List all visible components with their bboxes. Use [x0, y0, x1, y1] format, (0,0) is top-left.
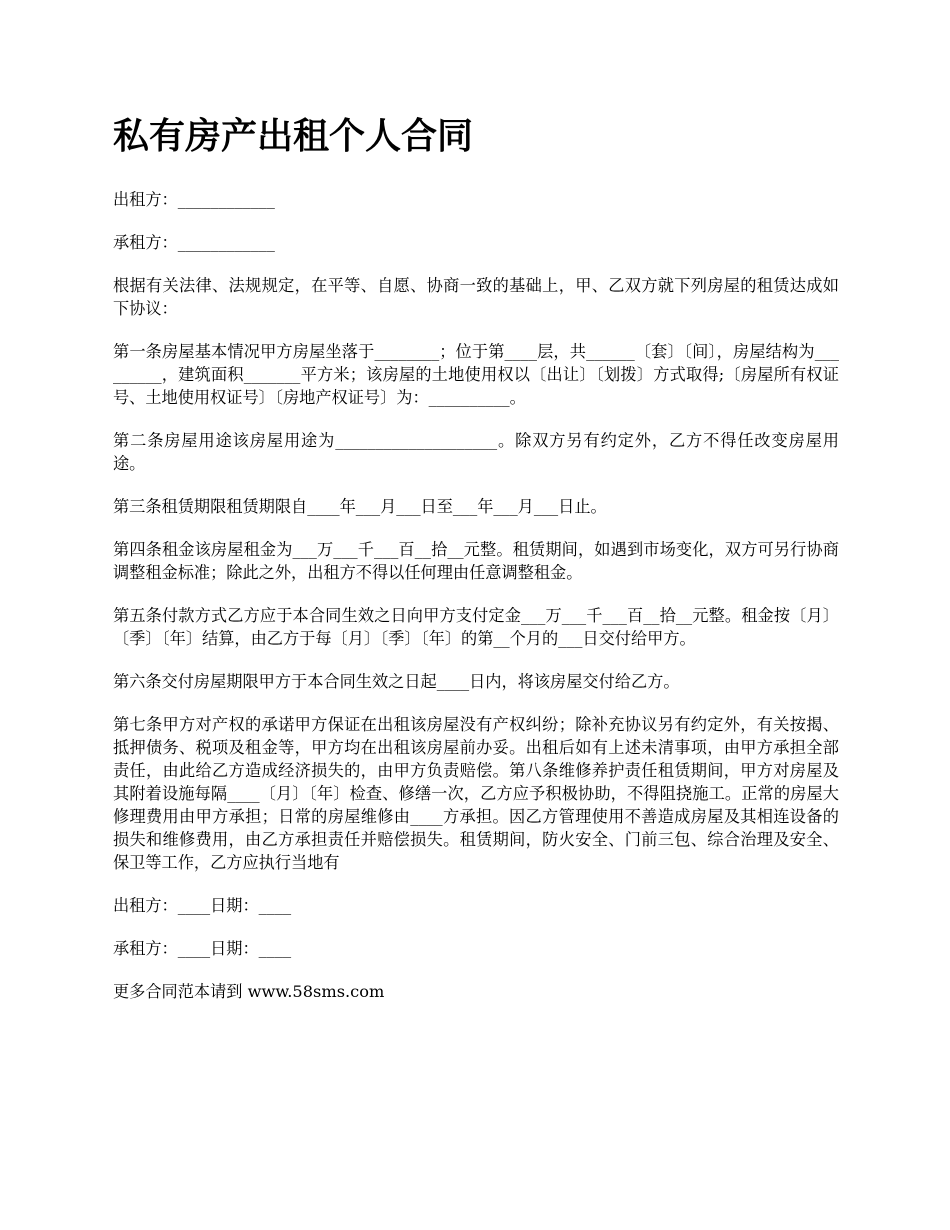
- lessor-signature-line: 出租方：____日期：____: [113, 896, 292, 915]
- footer-more-templates: 更多合同范本请到 www.58sms.com: [113, 982, 385, 1001]
- document-title: 私有房产出租个人合同: [113, 115, 474, 157]
- document-page: [113, 112, 839, 1023]
- lessee-line: 承租方：____________: [113, 233, 275, 252]
- lessor-line: 出租方：____________: [113, 190, 275, 209]
- article-1-paragraph: 第一条房屋基本情况甲方房屋坐落于________；位于第____层，共______〔套〕〔间〕，房屋结构为_________，建筑面积_______平方米；该房屋的土地使用权以〔出让〕〔划拨〕方式取得;〔房屋所有权证号、土地使用权证号〕〔房地产权证号〕为：__________。: [113, 342, 839, 407]
- lessee-signature-line: 承租方：____日期：____: [113, 939, 292, 958]
- article-5-paragraph: 第五条付款方式乙方应于本合同生效之日向甲方支付定金___万___千___百__拾__元整。租金按〔月〕〔季〕〔年〕结算，由乙方于每〔月〕〔季〕〔年〕的第__个月的___日交付给甲方。: [113, 606, 839, 648]
- article-4-paragraph: 第四条租金该房屋租金为___万___千___百__拾__元整。租赁期间，如遇到市场变化，双方可另行协商调整租金标准；除此之外，出租方不得以任何理由任意调整租金。: [113, 540, 839, 582]
- preamble-paragraph: 根据有关法律、法规规定，在平等、自愿、协商一致的基础上，甲、乙双方就下列房屋的租赁达成如下协议：: [113, 276, 839, 318]
- article-3-paragraph: 第三条租赁期限租赁期限自____年___月___日至___年___月___日止。: [113, 497, 607, 516]
- article-6-paragraph: 第六条交付房屋期限甲方于本合同生效之日起____日内，将该房屋交付给乙方。: [113, 672, 680, 691]
- article-7-8-paragraph: 第七条甲方对产权的承诺甲方保证在出租该房屋没有产权纠纷；除补充协议另有约定外，有关按揭、抵押债务、税项及租金等，甲方均在出租该房屋前办妥。出租后如有上述未清事项，由甲方承担全部责任，由此给乙方造成经济损失的，由甲方负责赔偿。第八条维修养护责任租赁期间，甲方对房屋及其附着设施每隔____〔月〕〔年〕检查、修缮一次，乙方应予积极协助，不得阻挠施工。正常的房屋大修理费用由甲方承担；日常的房屋维修由____方承担。因乙方管理使用不善造成房屋及其相连设备的损失和维修费用，由乙方承担责任并赔偿损失。租赁期间，防火安全、门前三包、综合治理及安全、保卫等工作，乙方应执行当地有: [113, 715, 839, 872]
- article-2-paragraph: 第二条房屋用途该房屋用途为____________________。除双方另有约定外，乙方不得任改变房屋用途。: [113, 431, 839, 473]
